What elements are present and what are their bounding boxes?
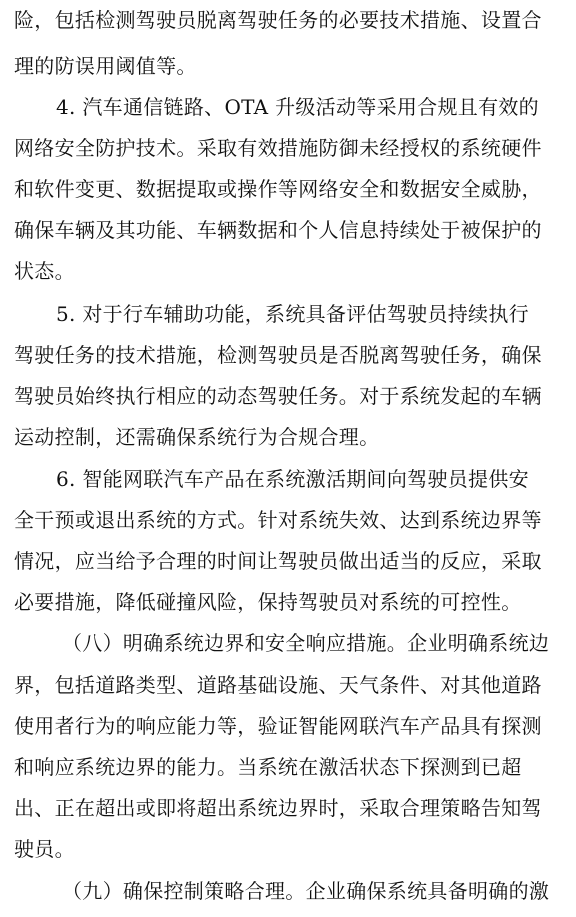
paragraph-line: 5. 对于行车辅助功能，系统具备评估驾驶员持续执行 (56, 302, 529, 326)
paragraph-line: 和软件变更、数据提取或操作等网络安全和数据安全威胁， (14, 177, 542, 201)
paragraph-line: 确保车辆及其功能、车辆数据和个人信息持续处于被保护的 (14, 218, 542, 242)
paragraph-line: 使用者行为的响应能力等，验证智能网联汽车产品具有探测 (14, 714, 542, 738)
paragraph-line: 理的防误用阈值等。 (14, 54, 197, 78)
paragraph-line: 必要措施，降低碰撞风险，保持驾驶员对系统的可控性。 (14, 590, 522, 614)
paragraph-line: 和响应系统边界的能力。当系统在激活状态下探测到已超 (14, 755, 522, 779)
paragraph-line: 运动控制，还需确保系统行为合规合理。 (14, 425, 380, 449)
paragraph-line: 出、正在超出或即将超出系统边界时，采取合理策略告知驾 (14, 796, 542, 820)
paragraph-line: 驾驶任务的技术措施，检测驾驶员是否脱离驾驶任务，确保 (14, 343, 542, 367)
paragraph-line: 界，包括道路类型、道路基础设施、天气条件、对其他道路 (14, 673, 542, 697)
paragraph-line: 全干预或退出系统的方式。针对系统失效、达到系统边界等 (14, 508, 542, 532)
paragraph-line: 驶员。 (14, 837, 75, 861)
paragraph-line: 6. 智能网联汽车产品在系统激活期间向驾驶员提供安 (56, 467, 529, 491)
paragraph-line: 情况，应当给予合理的时间让驾驶员做出适当的反应，采取 (14, 549, 542, 573)
paragraph-line: 4. 汽车通信链路、OTA 升级活动等采用合规且有效的 (56, 95, 539, 119)
paragraph-line: 险，包括检测驾驶员脱离驾驶任务的必要技术措施、设置合 (14, 8, 542, 32)
paragraph-line: 状态。 (14, 259, 75, 283)
section-heading-line: （八）明确系统边界和安全响应措施。企业明确系统边 (62, 631, 550, 655)
paragraph-line: 驾驶员始终执行相应的动态驾驶任务。对于系统发起的车辆 (14, 384, 542, 408)
paragraph-line: 网络安全防护技术。采取有效措施防御未经授权的系统硬件 (14, 136, 542, 160)
section-heading-line: （九）确保控制策略合理。企业确保系统具备明确的激 (62, 879, 550, 903)
